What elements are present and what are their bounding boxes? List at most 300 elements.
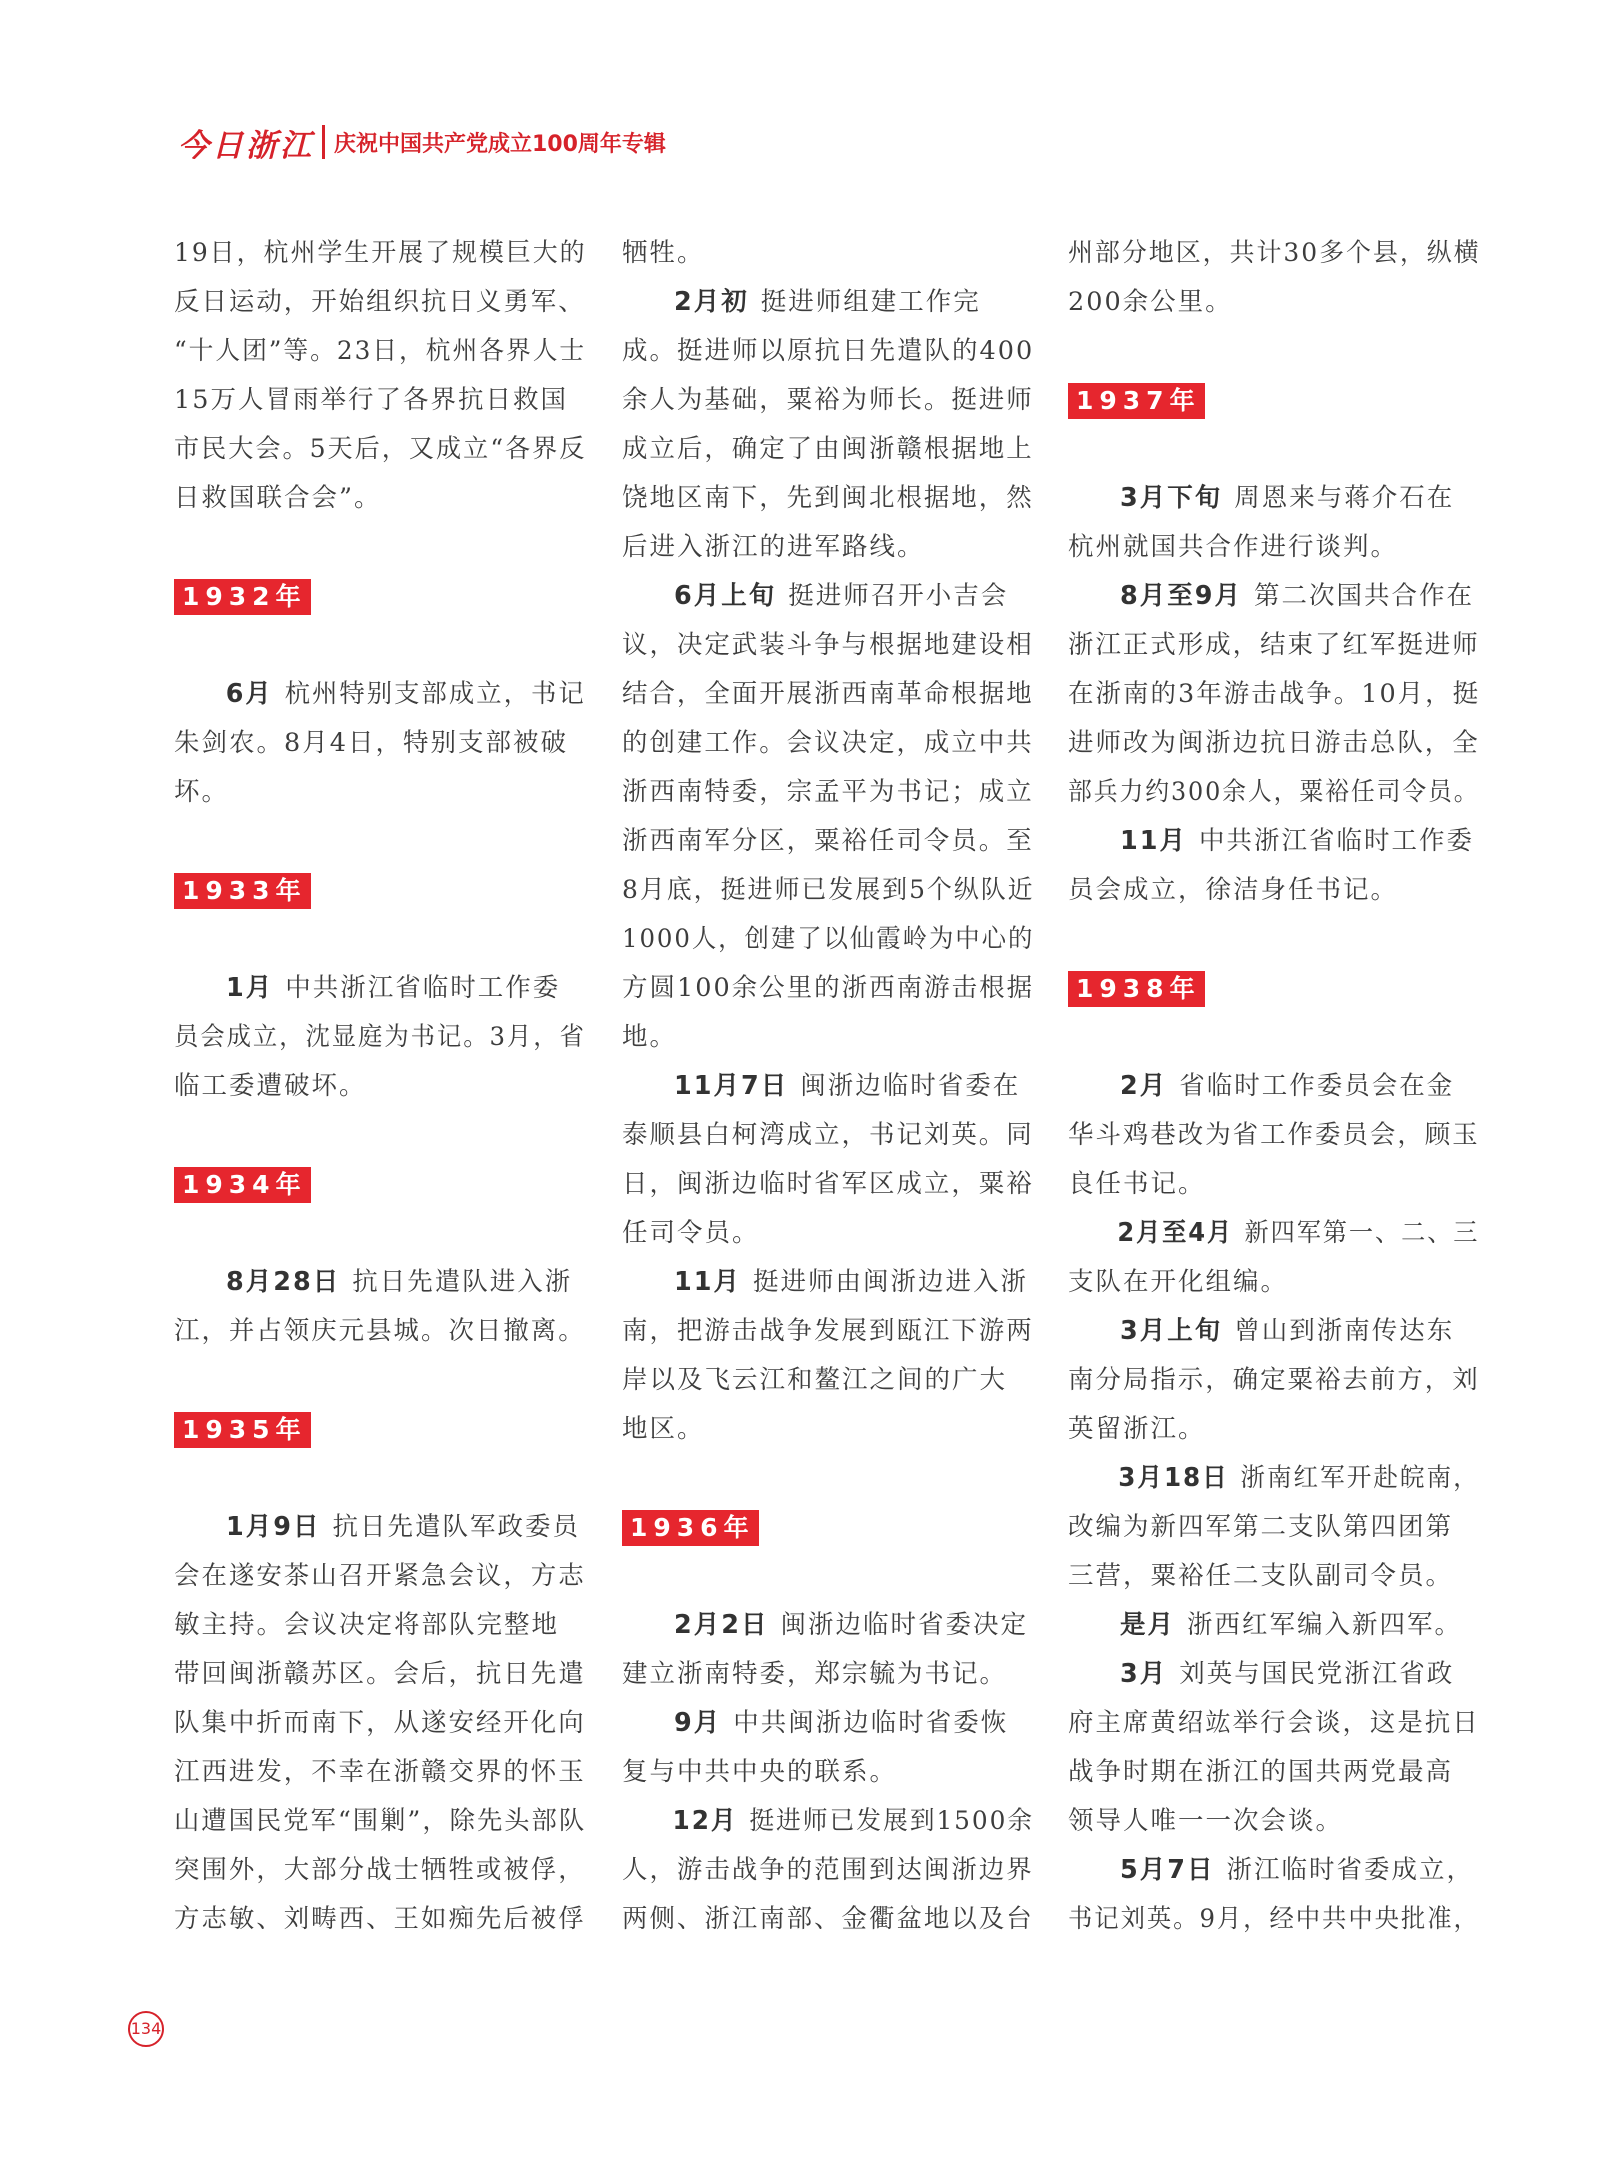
year-heading-block bbox=[1068, 376, 1480, 425]
text-line bbox=[622, 1650, 1034, 1699]
entry-text: 浙西红军编入新四军。 bbox=[1187, 1610, 1463, 1640]
text-line bbox=[174, 278, 586, 327]
text-line bbox=[622, 1013, 1034, 1062]
entry-text: 中共闽浙边临时省委恢 bbox=[733, 1708, 1009, 1738]
text-line bbox=[174, 327, 586, 376]
line-text bbox=[622, 1166, 1034, 1202]
text-line bbox=[174, 1797, 586, 1846]
line-text bbox=[174, 725, 568, 761]
text-line bbox=[1068, 1699, 1480, 1748]
line-text bbox=[174, 1607, 559, 1643]
entry-text: 杭州就国共合作进行谈判。 bbox=[1068, 532, 1399, 562]
entry-text: 成立后，确定了由闽浙赣根据地上 bbox=[622, 434, 1034, 464]
text-line bbox=[622, 523, 1034, 572]
entry-date: 8月至9月 bbox=[1120, 581, 1242, 611]
entry-text: 山遭国民党军“围剿”，除先头部队 bbox=[174, 1806, 587, 1836]
text-line bbox=[174, 1699, 586, 1748]
line-text bbox=[1068, 774, 1480, 810]
spacer bbox=[1068, 1013, 1480, 1062]
entry-date: 3月18日 bbox=[1118, 1463, 1229, 1493]
text-line bbox=[622, 817, 1034, 866]
line-text bbox=[1068, 235, 1481, 271]
text-line bbox=[1068, 1111, 1480, 1160]
entry-text: “十人团”等。23日，杭州各界人士 bbox=[174, 336, 587, 366]
entry-text: 中共浙江省临时工作委 bbox=[285, 973, 561, 1003]
line-text bbox=[1068, 1901, 1480, 1937]
entry-date: 3月下旬 bbox=[1120, 483, 1223, 513]
entry-date: 1月9日 bbox=[226, 1512, 321, 1542]
entry-text: 江西进发，不幸在浙赣交界的怀玉 bbox=[174, 1757, 586, 1787]
entry-text: 人，游击战争的范围到达闽浙边界 bbox=[622, 1855, 1034, 1885]
line-text bbox=[622, 1754, 897, 1790]
year-heading: 1938年 bbox=[1068, 971, 1205, 1007]
entry-text: 地。 bbox=[622, 1022, 678, 1052]
year-heading: 1936年 bbox=[622, 1510, 759, 1546]
entry-text: 饶地区南下，先到闽北根据地，然 bbox=[622, 483, 1034, 513]
entry-date: 2月至4月 bbox=[1117, 1218, 1234, 1248]
line-text bbox=[1068, 529, 1398, 565]
entry-date: 8月28日 bbox=[226, 1267, 341, 1297]
header-divider bbox=[322, 125, 325, 159]
line-text bbox=[1068, 480, 1454, 516]
entry-text: 抗日先遣队进入浙 bbox=[352, 1267, 573, 1297]
line-text bbox=[1068, 578, 1474, 614]
entry-text: 1000人，创建了以仙霞岭为中心的 bbox=[622, 924, 1035, 954]
text-line bbox=[174, 1552, 586, 1601]
entry-first-line bbox=[1068, 1062, 1480, 1111]
line-text bbox=[174, 1313, 586, 1349]
text-line bbox=[1068, 866, 1480, 915]
entry-text: 省临时工作委员会在金 bbox=[1179, 1071, 1455, 1101]
text-line bbox=[622, 621, 1034, 670]
spacer bbox=[1068, 915, 1480, 964]
line-text bbox=[1068, 1068, 1454, 1104]
entry-text: 周恩来与蒋介石在 bbox=[1234, 483, 1455, 513]
entry-date: 11月 bbox=[674, 1267, 741, 1297]
entry-text: 新四军第一、二、三 bbox=[1244, 1218, 1480, 1248]
text-line bbox=[174, 1895, 586, 1944]
line-text bbox=[622, 1215, 760, 1251]
entry-date: 12月 bbox=[672, 1806, 738, 1836]
year-heading: 1933年 bbox=[174, 873, 311, 909]
line-text bbox=[622, 1068, 1020, 1104]
entry-first-line bbox=[174, 964, 586, 1013]
line-text bbox=[174, 1558, 586, 1594]
line-text bbox=[622, 1901, 1034, 1937]
text-line bbox=[1068, 1895, 1480, 1944]
line-text bbox=[174, 774, 229, 810]
entry-first-line bbox=[622, 278, 1034, 327]
line-text bbox=[622, 1656, 1007, 1692]
entry-text: 员会成立，徐洁身任书记。 bbox=[1068, 875, 1399, 905]
entry-text: 进师改为闽浙边抗日游击总队，全 bbox=[1068, 728, 1480, 758]
entry-text: 地区。 bbox=[622, 1414, 705, 1444]
line-text bbox=[1068, 1705, 1480, 1741]
line-text bbox=[174, 676, 586, 712]
line-text bbox=[622, 725, 1034, 761]
line-text bbox=[1068, 676, 1480, 712]
entry-text: 突围外，大部分战士牺牲或被俘， bbox=[174, 1855, 586, 1885]
line-text bbox=[174, 1901, 586, 1937]
entry-text: 朱剑农。8月4日，特别支部被破 bbox=[174, 728, 568, 758]
line-text bbox=[1068, 1656, 1454, 1692]
entry-first-line bbox=[622, 572, 1034, 621]
text-line bbox=[174, 719, 586, 768]
entry-date: 11月7日 bbox=[674, 1071, 789, 1101]
entry-text: 浙江临时省委成立， bbox=[1226, 1855, 1475, 1885]
line-text bbox=[622, 774, 1034, 810]
line-text bbox=[1068, 1607, 1462, 1643]
spacer bbox=[174, 817, 586, 866]
year-heading: 1932年 bbox=[174, 579, 311, 615]
text-column-1 bbox=[174, 229, 586, 1944]
spacer bbox=[622, 1454, 1034, 1503]
line-text bbox=[622, 872, 1035, 908]
spacer bbox=[174, 523, 586, 572]
entry-text: 良任书记。 bbox=[1068, 1169, 1206, 1199]
line-text bbox=[1068, 872, 1398, 908]
line-text bbox=[174, 480, 382, 516]
text-line bbox=[1068, 1258, 1480, 1307]
entry-text: 余人为基础，粟裕为师长。挺进师 bbox=[622, 385, 1034, 415]
entry-first-line bbox=[174, 1258, 586, 1307]
text-line bbox=[1068, 229, 1480, 278]
entry-text: 中共浙江省临时工作委 bbox=[1199, 826, 1475, 856]
entry-first-line bbox=[1068, 572, 1480, 621]
text-column-2 bbox=[622, 229, 1034, 1944]
text-line bbox=[622, 1748, 1034, 1797]
text-line bbox=[622, 1356, 1034, 1405]
line-text bbox=[622, 480, 1034, 516]
text-line bbox=[622, 1209, 1034, 1258]
entry-first-line bbox=[1068, 1307, 1480, 1356]
line-text bbox=[1068, 1264, 1288, 1300]
text-line bbox=[622, 425, 1034, 474]
line-text bbox=[622, 1019, 677, 1055]
line-text bbox=[174, 431, 586, 467]
line-text bbox=[174, 382, 568, 418]
entry-text: 19日，杭州学生开展了规模巨大的 bbox=[174, 238, 587, 268]
line-text bbox=[622, 578, 1008, 614]
entry-date: 1月 bbox=[226, 973, 274, 1003]
line-text bbox=[1068, 1754, 1453, 1790]
entry-first-line bbox=[622, 1062, 1034, 1111]
spacer bbox=[174, 1111, 586, 1160]
text-line bbox=[174, 229, 586, 278]
text-column-3 bbox=[1068, 229, 1480, 1944]
entry-text: 任司令员。 bbox=[622, 1218, 760, 1248]
line-text bbox=[1068, 1313, 1454, 1349]
line-text bbox=[1068, 1509, 1453, 1545]
line-text bbox=[622, 235, 705, 271]
text-line bbox=[622, 1160, 1034, 1209]
entry-text: 浙江正式形成，结束了红军挺进师 bbox=[1068, 630, 1480, 660]
entry-text: 泰顺县白柯湾成立，书记刘英。同 bbox=[622, 1120, 1034, 1150]
line-text bbox=[1068, 627, 1480, 663]
text-line bbox=[1068, 621, 1480, 670]
text-line bbox=[1068, 278, 1480, 327]
entry-text: 州部分地区，共计30多个县，纵横 bbox=[1068, 238, 1481, 268]
spacer bbox=[622, 1552, 1034, 1601]
entry-first-line bbox=[174, 1503, 586, 1552]
entry-date: 6月上旬 bbox=[674, 581, 777, 611]
text-line bbox=[174, 376, 586, 425]
entry-text: 闽浙边临时省委决定 bbox=[780, 1610, 1029, 1640]
entry-text: 复与中共中央的联系。 bbox=[622, 1757, 898, 1787]
entry-first-line bbox=[622, 1797, 1034, 1846]
text-line bbox=[622, 719, 1034, 768]
entry-date: 6月 bbox=[225, 679, 273, 709]
entry-text: 南分局指示，确定粟裕去前方，刘 bbox=[1068, 1365, 1480, 1395]
line-text bbox=[622, 676, 1034, 712]
line-text bbox=[622, 1607, 1028, 1643]
line-text bbox=[622, 284, 981, 320]
entry-text: 支队在开化组编。 bbox=[1068, 1267, 1289, 1297]
year-heading-block bbox=[174, 572, 586, 621]
line-text bbox=[1068, 1460, 1480, 1496]
year-heading-block bbox=[622, 1503, 1034, 1552]
text-line bbox=[1068, 719, 1480, 768]
text-line bbox=[1068, 1748, 1480, 1797]
entry-first-line bbox=[622, 1601, 1034, 1650]
line-text bbox=[1068, 1166, 1206, 1202]
entry-first-line bbox=[1068, 1601, 1480, 1650]
line-text bbox=[174, 1803, 586, 1839]
text-line bbox=[1068, 1160, 1480, 1209]
entry-text: 浙西南特委，宗孟平为书记；成立 bbox=[622, 777, 1034, 807]
entry-text: 日救国联合会”。 bbox=[174, 483, 382, 513]
text-line bbox=[174, 1748, 586, 1797]
text-line bbox=[1068, 768, 1480, 817]
year-heading-block bbox=[174, 1405, 586, 1454]
line-text bbox=[174, 235, 587, 271]
text-line bbox=[174, 474, 586, 523]
entry-first-line bbox=[1068, 1454, 1480, 1503]
entry-text: 战争时期在浙江的国共两党最高 bbox=[1068, 1757, 1454, 1787]
entry-text: 15万人冒雨举行了各界抗日救国 bbox=[174, 385, 568, 415]
entry-text: 在浙南的3年游击战争。10月，挺 bbox=[1068, 679, 1481, 709]
entry-text: 杭州特别支部成立，书记 bbox=[284, 679, 586, 709]
line-text bbox=[1068, 284, 1233, 320]
entry-text: 府主席黄绍竑举行会谈，这是抗日 bbox=[1068, 1708, 1480, 1738]
text-line bbox=[174, 1013, 586, 1062]
line-text bbox=[622, 1852, 1034, 1888]
spacer bbox=[174, 621, 586, 670]
text-line bbox=[1068, 670, 1480, 719]
entry-text: 后进入浙江的进军路线。 bbox=[622, 532, 925, 562]
entry-first-line bbox=[1068, 1846, 1480, 1895]
entry-date: 9月 bbox=[674, 1708, 722, 1738]
line-text bbox=[174, 1852, 586, 1888]
entry-text: 闽浙边临时省委在 bbox=[800, 1071, 1021, 1101]
entry-first-line bbox=[174, 670, 586, 719]
entry-text: 两侧、浙江南部、金衢盆地以及台 bbox=[622, 1904, 1034, 1934]
line-text bbox=[174, 1656, 586, 1692]
entry-date: 2月 bbox=[1120, 1071, 1168, 1101]
entry-text: 挺进师由闽浙边进入浙 bbox=[753, 1267, 1029, 1297]
year-heading-block bbox=[174, 866, 586, 915]
text-line bbox=[174, 425, 586, 474]
text-line bbox=[1068, 1356, 1480, 1405]
entry-text: 华斗鸡巷改为省工作委员会，顾玉 bbox=[1068, 1120, 1480, 1150]
entry-date: 3月 bbox=[1120, 1659, 1168, 1689]
line-text bbox=[174, 1019, 586, 1055]
line-text bbox=[174, 970, 560, 1006]
text-line bbox=[622, 229, 1034, 278]
text-line bbox=[622, 1111, 1034, 1160]
entry-date: 3月上旬 bbox=[1120, 1316, 1223, 1346]
text-line bbox=[174, 1846, 586, 1895]
line-text bbox=[1068, 1411, 1206, 1447]
entry-text: 敏主持。会议决定将部队完整地 bbox=[174, 1610, 560, 1640]
entry-text: 临工委遭破坏。 bbox=[174, 1071, 367, 1101]
text-line bbox=[622, 964, 1034, 1013]
line-text bbox=[174, 333, 586, 369]
entry-text: 200余公里。 bbox=[1068, 287, 1233, 317]
entry-text: 市民大会。5天后，又成立“各界反 bbox=[174, 434, 587, 464]
line-text bbox=[174, 284, 586, 320]
page-number: 134 bbox=[128, 2011, 164, 2047]
entry-text: 岸以及飞云江和鳌江之间的广大 bbox=[622, 1365, 1008, 1395]
entry-date: 2月2日 bbox=[674, 1610, 769, 1640]
line-text bbox=[622, 529, 925, 565]
text-line bbox=[622, 866, 1034, 915]
line-text bbox=[622, 970, 1034, 1006]
entry-text: 英留浙江。 bbox=[1068, 1414, 1206, 1444]
entry-text: 带回闽浙赣苏区。会后，抗日先遣 bbox=[174, 1659, 586, 1689]
text-line bbox=[174, 1062, 586, 1111]
entry-text: 结合，全面开展浙西南革命根据地 bbox=[622, 679, 1034, 709]
line-text bbox=[622, 1803, 1034, 1839]
entry-first-line bbox=[1068, 1650, 1480, 1699]
text-line bbox=[174, 1650, 586, 1699]
text-line bbox=[622, 768, 1034, 817]
entry-text: 8月底，挺进师已发展到5个纵队近 bbox=[622, 875, 1035, 905]
line-text bbox=[1068, 1558, 1453, 1594]
line-text bbox=[1068, 1215, 1479, 1251]
year-heading: 1937年 bbox=[1068, 383, 1205, 419]
spacer bbox=[1068, 425, 1480, 474]
entry-first-line bbox=[1068, 474, 1480, 523]
spacer bbox=[174, 1209, 586, 1258]
text-line bbox=[1068, 523, 1480, 572]
entry-text: 三营，粟裕任二支队副司令员。 bbox=[1068, 1561, 1454, 1591]
entry-text: 部兵力约300余人，粟裕任司令员。 bbox=[1068, 777, 1480, 807]
entry-text: 方圆100余公里的浙西南游击根据 bbox=[622, 973, 1035, 1003]
entry-text: 反日运动，开始组织抗日义勇军、 bbox=[174, 287, 586, 317]
page-header bbox=[178, 120, 666, 164]
year-heading: 1934年 bbox=[174, 1167, 311, 1203]
text-line bbox=[622, 376, 1034, 425]
line-text bbox=[622, 1705, 1008, 1741]
entry-text: 员会成立，沈显庭为书记。3月，省 bbox=[174, 1022, 586, 1052]
line-text bbox=[622, 1264, 1028, 1300]
entry-text: 江，并占领庆元县城。次日撤离。 bbox=[174, 1316, 586, 1346]
text-line bbox=[622, 327, 1034, 376]
entry-text: 浙西南军分区，粟裕任司令员。至 bbox=[622, 826, 1034, 856]
text-line bbox=[622, 1895, 1034, 1944]
entry-first-line bbox=[622, 1699, 1034, 1748]
entry-text: 南，把游击战争发展到瓯江下游两 bbox=[622, 1316, 1034, 1346]
line-text bbox=[1068, 1362, 1480, 1398]
text-line bbox=[1068, 1797, 1480, 1846]
text-line bbox=[1068, 1405, 1480, 1454]
entry-first-line bbox=[1068, 1209, 1480, 1258]
entry-text: 书记刘英。9月，经中共中央批准， bbox=[1068, 1904, 1480, 1934]
entry-date: 2月初 bbox=[674, 287, 749, 317]
entry-text: 改编为新四军第二支队第四团第 bbox=[1068, 1512, 1454, 1542]
entry-text: 建立浙南特委，郑宗毓为书记。 bbox=[622, 1659, 1008, 1689]
spacer bbox=[174, 1356, 586, 1405]
text-line bbox=[1068, 1503, 1480, 1552]
line-text bbox=[174, 1705, 586, 1741]
line-text bbox=[622, 627, 1034, 663]
entry-date: 5月7日 bbox=[1120, 1855, 1215, 1885]
line-text bbox=[1068, 1803, 1343, 1839]
line-text bbox=[622, 431, 1034, 467]
text-line bbox=[622, 915, 1034, 964]
text-line bbox=[622, 1846, 1034, 1895]
entry-text: 的创建工作。会议决定，成立中共 bbox=[622, 728, 1034, 758]
text-line bbox=[622, 1405, 1034, 1454]
line-text bbox=[622, 1117, 1034, 1153]
line-text bbox=[622, 823, 1034, 859]
spacer bbox=[174, 915, 586, 964]
entry-text: 第二次国共合作在 bbox=[1254, 581, 1475, 611]
text-line bbox=[174, 1601, 586, 1650]
line-text bbox=[622, 1313, 1034, 1349]
year-heading-block bbox=[174, 1160, 586, 1209]
entry-text: 议，决定武装斗争与根据地建设相 bbox=[622, 630, 1034, 660]
entry-text: 成。挺进师以原抗日先遣队的400 bbox=[622, 336, 1035, 366]
line-text bbox=[622, 921, 1034, 957]
line-text bbox=[1068, 725, 1480, 761]
text-line bbox=[622, 474, 1034, 523]
entry-text: 曾山到浙南传达东 bbox=[1234, 1316, 1455, 1346]
year-heading: 1935年 bbox=[174, 1412, 311, 1448]
entry-text: 坏。 bbox=[174, 777, 230, 807]
magazine-logo: 今日浙江 bbox=[178, 127, 314, 164]
entry-text: 牺牲。 bbox=[622, 238, 705, 268]
entry-text: 挺进师已发展到1500余 bbox=[749, 1806, 1035, 1836]
entry-date: 11月 bbox=[1120, 826, 1187, 856]
entry-text: 方志敏、刘畴西、王如痴先后被俘 bbox=[174, 1904, 586, 1934]
line-text bbox=[1068, 1852, 1474, 1888]
entry-date: 是月 bbox=[1120, 1610, 1176, 1640]
entry-text: 队集中折而南下，从遂安经开化向 bbox=[174, 1708, 586, 1738]
entry-text: 抗日先遣队军政委员 bbox=[332, 1512, 581, 1542]
text-line bbox=[174, 1307, 586, 1356]
issue-title: 庆祝中国共产党成立100周年专辑 bbox=[334, 131, 666, 157]
entry-text: 领导人唯一一次会谈。 bbox=[1068, 1806, 1344, 1836]
text-line bbox=[622, 1307, 1034, 1356]
line-text bbox=[622, 333, 1034, 369]
entry-text: 挺进师召开小吉会 bbox=[788, 581, 1009, 611]
entry-text: 会在遂安茶山召开紧急会议，方志 bbox=[174, 1561, 586, 1591]
line-text bbox=[174, 1264, 572, 1300]
line-text bbox=[622, 1411, 705, 1447]
line-text bbox=[1068, 1117, 1480, 1153]
line-text bbox=[622, 1362, 1007, 1398]
line-text bbox=[622, 382, 1034, 418]
line-text bbox=[174, 1509, 580, 1545]
line-text bbox=[174, 1754, 586, 1790]
line-text bbox=[1068, 823, 1474, 859]
entry-first-line bbox=[622, 1258, 1034, 1307]
text-line bbox=[622, 670, 1034, 719]
spacer bbox=[174, 1454, 586, 1503]
entry-text: 刘英与国民党浙江省政 bbox=[1179, 1659, 1455, 1689]
